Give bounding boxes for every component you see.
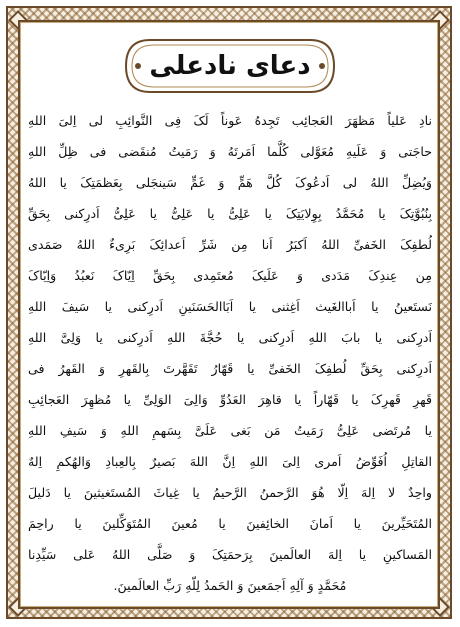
prayer-line: لُطفِکَ الخَفیِّ اللهُ اَکبَرُ اَنا مِن شَرِّ اَعدائِکَ بَرِیءٌ اللهُ صَمَدی: [28, 237, 432, 252]
prayer-line: حاجَتی وَ عَلَیهِ مُعَوَّلی کُلَّما اَمَرتَهُ وَ رَمَیتُ مُنقَضی فی ظِلِّ اللهِ: [28, 144, 432, 159]
prayer-line: واحِدٌ لا اِلهَ اِلّا هُوَ الرَّحمنُ الرَّحیمُ یا غِیاثَ المُستَغیثینَ یا دَلیلَ: [28, 485, 432, 500]
prayer-line: قَهرِ قَهرِکَ یا قَهّاراً یا قاهِرَ العَدُوِّ وَالِیَ الوَلِیِّ یا مُظهِرَ العَجائِبِ: [28, 392, 432, 407]
prayer-line: بِنُبُوَّتِکَ یا مُحَمَّدُ بِوِلایَتِکَ یا عَلِیُّ یا عَلِیُّ یا عَلِیُّ اَدرِکنی بِحَقِّ: [28, 206, 432, 221]
prayer-line: اَدرِکنی یا بابَ اللهِ اَدرِکنی یا حُجَّةَ اللهِ اَدرِکنی یا وَلِیَّ اللهِ: [28, 330, 432, 345]
prayer-line: وَیُضِلِّ اللهُ لی اَدعُوکَ کُلَّ هَمٍّ وَ غَمٍّ سَینجَلی بِعَظمَتِکَ یا اللهُ: [28, 175, 432, 190]
prayer-line: اَدرِکنی بِحَقِّ لُطفِکَ الخَفیِّ یا قَهّارُ تَقَهَّرتَ بِالقَهرِ وَ القَهرُ فی: [28, 361, 432, 376]
prayer-title: دعای نادعلی: [149, 51, 311, 81]
prayer-line: المَساکینِ یا اِلهَ العالَمینَ بِرَحمَتِکَ وَ صَلَّی اللهُ عَلی سَیِّدِنا: [28, 547, 432, 562]
prayer-line: یا مُرتَضی عَلِیُّ رَمَیتُ مَن بَغی عَلَیَّ بِسَهمِ اللهِ وَ سَیفِ اللهِ: [28, 423, 432, 438]
prayer-line: نادِ عَلیاً مَظهَرَ العَجائِب تَجِدهُ عَوناً لَکَ فِی النَّوائِبِ لی اِلیَ اللهِ: [28, 113, 432, 128]
prayer-line: القاتِلِ اُفَوِّضُ اَمری اِلیَ اللهِ اِنَّ اللهَ بَصیرٌ بِالعِبادِ وَالهُکمِ اِلهٌ: [28, 454, 432, 469]
prayer-line: المُتَحَیِّرینَ یا اَمانَ الخائِفینَ یا مُعینَ المُتَوَکِّلینَ یا راحِمَ: [28, 516, 432, 531]
prayer-text: [28, 106, 432, 604]
prayer-line: نَستَعینُ یا اَباالغَیث اَغِثنی یا اَبَاالحَسَنَینِ اَدرِکنی یا سَیفَ اللهِ: [28, 299, 432, 314]
prayer-line: مِن عِندِکَ مَدَدی وَ عَلَیکَ مُعتَمِدی بِحَقِّ اِیّاکَ نَعبُدُ وَاِیّاکَ: [28, 268, 432, 283]
title-cartouche: [120, 34, 340, 98]
prayer-line: مُحَمَّدٍ وَ آلِهِ اَجمَعینَ وَ الحَمدُ لِلّهِ رَبِّ العالَمینَ.: [113, 578, 347, 593]
